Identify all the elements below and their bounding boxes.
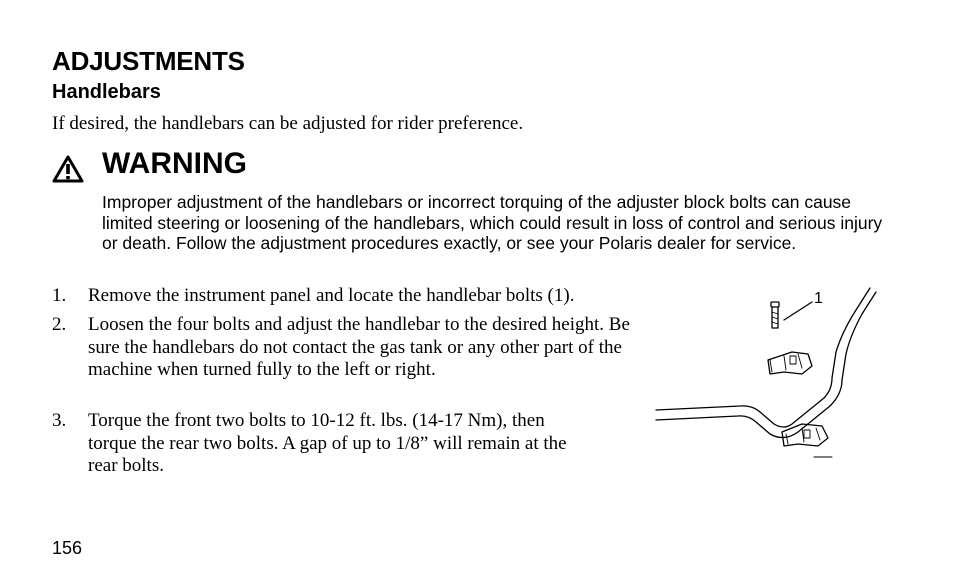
handlebar-tube: [656, 292, 876, 438]
step-number: 1.: [52, 285, 67, 306]
callout-leader-line: [784, 302, 812, 320]
section-title: ADJUSTMENTS: [52, 46, 245, 76]
step-text: Remove the instrument panel and locate the handlebar bolts (1).: [88, 285, 575, 306]
handlebar-illustration: [652, 282, 882, 462]
adjuster-block: [782, 424, 828, 446]
step-number: 2.: [52, 314, 67, 335]
intro-paragraph: If desired, the handlebars can be adjusted for rider preference.: [52, 113, 524, 134]
page-number: 156: [52, 538, 83, 558]
step-text: Loosen the four bolts and adjust the handlebar to the desired height. Be sure the handlebars do not contact the gas tank or any other part of the machine when turned fully to the left or right.: [88, 314, 630, 380]
warning-triangle-icon: [52, 155, 84, 183]
callout-number: 1: [814, 290, 823, 307]
warning-body: Improper adjustment of the handlebars or incorrect torquing of the adjuster block bolts can cause limited steering or loosening of the handlebars, which could result in loss of control and serious injury or death. Follow the adjustment procedures exactly, or see your Polaris dealer for service.: [102, 192, 883, 253]
subsection-title: Handlebars: [52, 81, 161, 103]
handlebar-tube: [656, 288, 870, 427]
step-text: Torque the front two bolts to 10-12 ft. lbs. (14-17 Nm), then torque the rear two bolts. A gap of up to 1/8” will remain at the rear bolts.: [88, 410, 567, 476]
step-number: 3.: [52, 410, 67, 431]
warning-title: WARNING: [102, 147, 247, 180]
bolt: [771, 302, 779, 307]
